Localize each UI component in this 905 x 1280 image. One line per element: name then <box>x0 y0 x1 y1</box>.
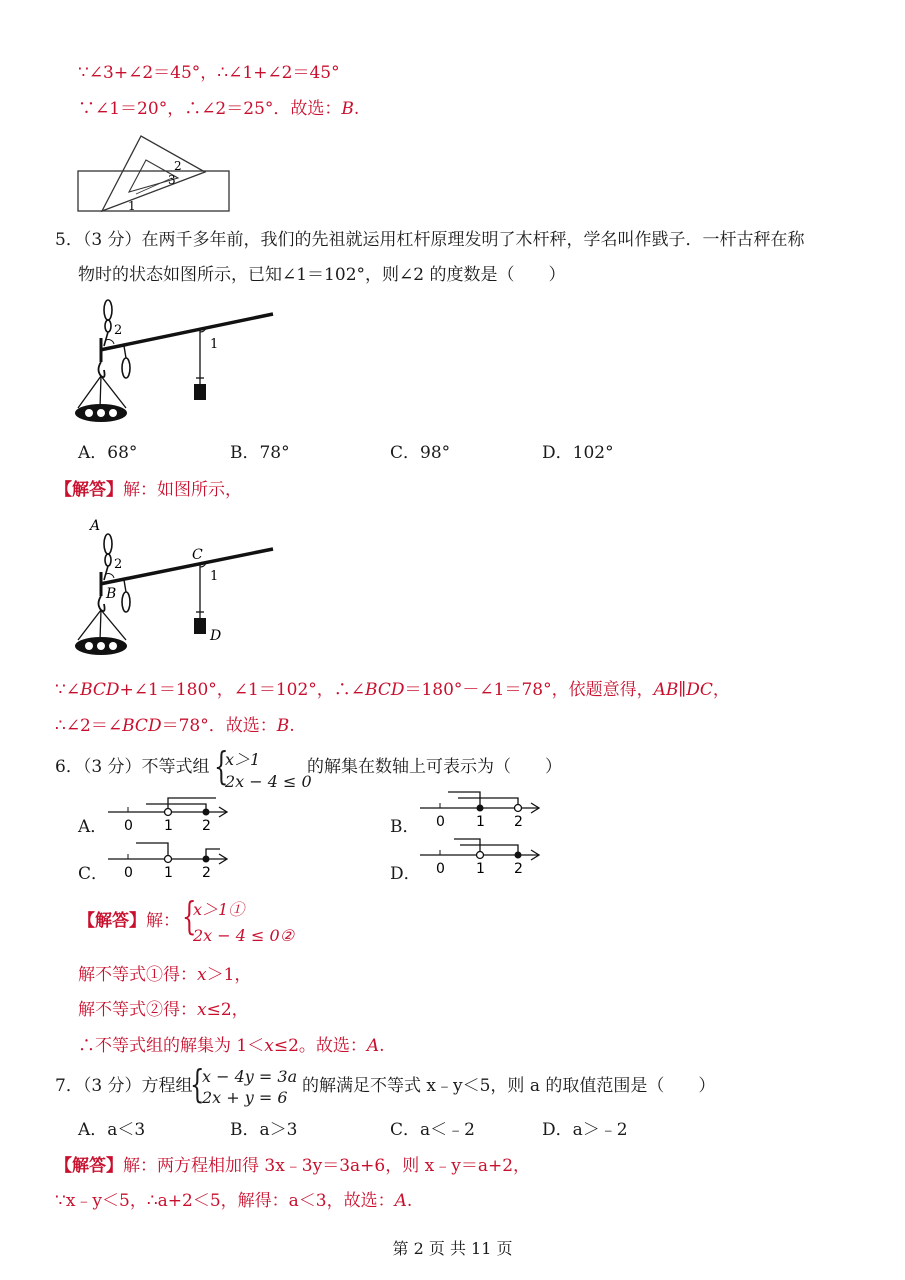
q6-option-c-label: C． <box>78 864 109 884</box>
q7-stem-end: 的解满足不等式 x﹣y＜5，则 a 的取值范围是（ ） <box>302 1076 716 1096</box>
tick-1: 1 <box>476 814 485 830</box>
tick-1: 1 <box>164 865 173 881</box>
q5-option-d: D．102° <box>542 443 614 463</box>
q6-option-a-label: A． <box>78 817 108 837</box>
q6-solution-line2: 解不等式②得：x≤2， <box>78 1000 249 1020</box>
q6-stem-start: 6．（3 分）不等式组 <box>55 757 210 777</box>
angle-label-1: 1 <box>128 199 136 213</box>
q6-option-d-label: D． <box>390 864 421 884</box>
q7-option-a: A．a＜3 <box>78 1120 146 1140</box>
angle-label-2: 2 <box>174 159 182 173</box>
q6-solution-line1: 解不等式①得：x＞1， <box>78 965 252 985</box>
angle-label-3: 3 <box>168 173 176 187</box>
q5-option-c: C．98° <box>390 443 451 463</box>
q7-solution-line1: 【解答】解：两方程相加得 3x﹣3y＝3a+6，则 x﹣y＝a+2， <box>55 1156 531 1176</box>
q6-stem-end: 的解集在数轴上可表示为（ ） <box>307 757 562 777</box>
angle-label-2: 2 <box>114 557 123 572</box>
page-footer: 第 2 页 共 11 页 <box>392 1239 513 1258</box>
q5-option-b: B．78° <box>230 443 290 463</box>
angle-label-1: 1 <box>210 569 219 584</box>
q6-answer-system-line1: x＞1① <box>193 900 245 919</box>
q6-answer-intro: 【解答】解： <box>78 911 180 931</box>
point-label-d: D <box>210 628 222 644</box>
q6-solution-line3: ∴不等式组的解集为 1＜x≤2。故选：A. <box>78 1036 385 1056</box>
q6-system-line1: x＞1 <box>225 750 261 769</box>
tick-2: 2 <box>202 865 211 881</box>
prev-solution-line2: ∵∠1＝20°，∴∠2＝25°．故选：B. <box>78 99 360 119</box>
q7-option-b: B．a＞3 <box>230 1120 298 1140</box>
steelyard-figure <box>70 298 280 426</box>
system-brace: { <box>182 894 197 938</box>
q5-answer-intro: 【解答】解：如图所示， <box>55 480 242 500</box>
number-line-d <box>418 833 548 879</box>
q5-stem-line2: 物时的状态如图所示，已知∠1＝102°，则∠2 的度数是（ ） <box>78 265 566 285</box>
q7-option-d: D．a＞﹣2 <box>542 1120 628 1140</box>
number-line-a <box>106 790 236 836</box>
tick-0: 0 <box>436 814 445 830</box>
tick-1: 1 <box>164 818 173 834</box>
q7-solution-line2: ∵x﹣y＜5，∴a+2＜5，解得：a＜3，故选：A. <box>55 1191 413 1211</box>
point-label-c: C <box>192 547 203 563</box>
tick-2: 2 <box>202 818 211 834</box>
angle-label-1: 1 <box>210 337 219 352</box>
point-label-a: A <box>90 518 101 534</box>
number-line-c <box>106 837 236 883</box>
system-brace: { <box>190 1062 205 1106</box>
tick-0: 0 <box>436 861 445 877</box>
tick-2: 2 <box>514 861 523 877</box>
set-square-ruler-figure <box>76 132 236 216</box>
q7-system-line2: 2x + y = 6 <box>202 1088 288 1107</box>
q7-option-c: C．a＜﹣2 <box>390 1120 475 1140</box>
prev-solution-line1: ∵∠3+∠2＝45°，∴∠1+∠2＝45° <box>78 63 340 83</box>
q7-stem-start: 7．（3 分）方程组 <box>55 1076 193 1096</box>
q5-solution-line1: ∵∠BCD+∠1＝180°，∠1＝102°，∴∠BCD＝180°－∠1＝78°，依题意得，AB∥DC， <box>55 680 730 700</box>
tick-1: 1 <box>476 861 485 877</box>
steelyard-labeled-figure <box>70 514 280 660</box>
tick-0: 0 <box>124 818 133 834</box>
q5-solution-line2: ∴∠2＝∠BCD＝78°．故选：B. <box>55 716 295 736</box>
q6-option-b-label: B． <box>390 817 420 837</box>
tick-0: 0 <box>124 865 133 881</box>
q6-system-line2: 2x − 4 ≤ 0 <box>225 772 312 791</box>
q5-option-a: A．68° <box>78 443 138 463</box>
tick-2: 2 <box>514 814 523 830</box>
system-brace: { <box>214 744 229 788</box>
q5-stem-line1: 5．（3 分）在两千多年前，我们的先祖就运用杠杆原理发明了木杆秤，学名叫作戥子．一杆古秤在称 <box>55 230 805 250</box>
point-label-b: B <box>106 586 117 602</box>
number-line-b <box>418 786 548 832</box>
q6-answer-system-line2: 2x − 4 ≤ 0② <box>193 926 295 945</box>
angle-label-2: 2 <box>114 323 123 338</box>
q7-system-line1: x − 4y = 3a <box>202 1067 298 1086</box>
